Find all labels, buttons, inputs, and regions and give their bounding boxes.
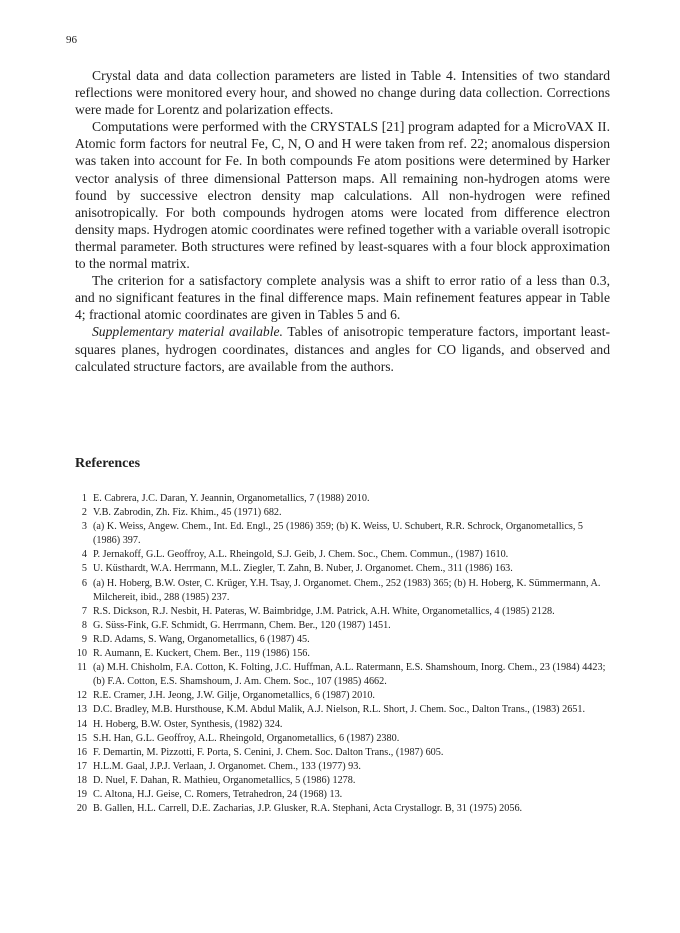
paragraph-crystal-data — [75, 67, 610, 118]
reference-number: 4 — [81, 549, 87, 561]
reference-item — [75, 492, 610, 506]
reference-number: 6 — [81, 577, 87, 589]
reference-text: C. Altona, H.J. Geise, C. Romers, Tetrahedron, 24 (1968) 13. — [93, 788, 343, 800]
reference-number: 15 — [76, 732, 87, 744]
supplementary-lead: Supplementary material available. — [92, 324, 283, 340]
reference-item — [75, 802, 610, 816]
reference-item — [75, 760, 610, 774]
paragraph-criterion — [75, 272, 610, 323]
reference-text: (a) M.H. Chisholm, F.A. Cotton, K. Folting, J.C. Huffman, A.L. Ratermann, E.S. Shamshoum, Inorg. Chem., 23 (1984) 4423; (b) F.A. Cotton, E.S. Shamshoum, J. Am. Chem. Soc., 107 (1985) 4662. — [93, 662, 606, 688]
paragraph-text: Computations were performed with the CRYSTALS [21] program adapted for a MicroVAX II. Atomic form factors for neutral Fe, C, N, O and H were taken from ref. 22; anomalous dispersion was taken into account for Fe. In both compounds Fe atom positions were determined by Harker vector analysis of three dimensional Patterson maps. All remaining non-hydrogen atoms were found by successive electron density map calculations. All non-hydrogen were refined anisotropically. For both compounds hydrogen atoms were located from difference electron density maps. Hydrogen atomic coordinates were refined together with a variable overall isotropic thermal parameter. Both structures were refined by least-squares with a four block approximation to the normal matrix. — [75, 119, 610, 272]
reference-item — [75, 689, 610, 703]
reference-number: 9 — [81, 633, 87, 645]
reference-item — [75, 548, 610, 562]
reference-item — [75, 633, 610, 647]
reference-item — [75, 788, 610, 802]
reference-number: 17 — [76, 760, 87, 772]
reference-item — [75, 647, 610, 661]
page-number: 96 — [66, 34, 77, 46]
reference-number: 13 — [76, 704, 87, 716]
reference-number: 12 — [76, 690, 87, 702]
reference-number: 18 — [76, 774, 87, 786]
reference-number: 5 — [81, 563, 87, 575]
reference-number: 10 — [76, 648, 87, 660]
paragraph-text: Crystal data and data collection parameters are listed in Table 4. Intensities of two standard reflections were monitored every hour, and showed no change during data collection. Corrections were made for Lorentz and polarization effects. — [75, 68, 610, 118]
reference-item — [75, 703, 610, 717]
paragraph-text: Tables of anisotropic temperature factors, important least-squares planes, hydrogen coordinates, distances and angles for CO ligands, and observed and calculated structure factors, are available from the authors. — [75, 324, 610, 374]
reference-item — [75, 746, 610, 760]
reference-item — [75, 619, 610, 633]
body-text — [75, 67, 610, 375]
reference-text: R.E. Cramer, J.H. Jeong, J.W. Gilje, Organometallics, 6 (1987) 2010. — [93, 690, 375, 702]
reference-text: V.B. Zabrodin, Zh. Fiz. Khim., 45 (1971) 682. — [93, 507, 282, 519]
reference-item — [75, 661, 610, 689]
reference-text: H. Hoberg, B.W. Oster, Synthesis, (1982) 324. — [93, 718, 283, 730]
reference-number: 16 — [76, 746, 87, 758]
reference-text: R.S. Dickson, R.J. Nesbit, H. Pateras, W. Baimbridge, J.M. Patrick, A.H. White, Organometallics, 4 (1985) 2128. — [93, 605, 555, 617]
reference-text: G. Süss-Fink, G.F. Schmidt, G. Herrmann, Chem. Ber., 120 (1987) 1451. — [93, 619, 391, 631]
reference-text: F. Demartin, M. Pizzotti, F. Porta, S. Cenini, J. Chem. Soc. Dalton Trans., (1987) 605. — [93, 746, 444, 758]
reference-number: 3 — [81, 521, 87, 533]
reference-number: 19 — [76, 788, 87, 800]
reference-item — [75, 774, 610, 788]
references-list — [75, 492, 610, 816]
reference-text: (a) H. Hoberg, B.W. Oster, C. Krüger, Y.H. Tsay, J. Organomet. Chem., 252 (1983) 365; (b) H. Hoberg, K. Sümmermann, A. Milchereit, ibid., 288 (1985) 237. — [93, 577, 601, 603]
reference-item — [75, 520, 610, 548]
reference-number: 14 — [76, 718, 87, 730]
reference-item — [75, 577, 610, 605]
reference-item — [75, 732, 610, 746]
reference-text: H.L.M. Gaal, J.P.J. Verlaan, J. Organomet. Chem., 133 (1977) 93. — [93, 760, 361, 772]
paragraph-computations — [75, 118, 610, 272]
reference-text: R. Aumann, E. Kuckert, Chem. Ber., 119 (1986) 156. — [93, 648, 310, 660]
references-heading: References — [75, 456, 141, 471]
reference-text: D.C. Bradley, M.B. Hursthouse, K.M. Abdul Malik, A.J. Nielson, R.L. Short, J. Chem. Soc., Dalton Trans., (1983) 2651. — [93, 704, 586, 716]
reference-text: D. Nuel, F. Dahan, R. Mathieu, Organometallics, 5 (1986) 1278. — [93, 774, 356, 786]
reference-item — [75, 506, 610, 520]
paragraph-text: The criterion for a satisfactory complete analysis was a shift to error ratio of a less than 0.3, and no significant features in the final difference maps. Main refinement features appear in Table 4; fractional atomic coordinates are given in Tables 5 and 6. — [75, 273, 610, 323]
reference-item — [75, 562, 610, 576]
reference-text: (a) K. Weiss, Angew. Chem., Int. Ed. Engl., 25 (1986) 359; (b) K. Weiss, U. Schubert, R.R. Schrock, Organometallics, 5 (1986) 397. — [93, 521, 584, 547]
paragraph-supplementary — [75, 323, 610, 374]
reference-number: 2 — [81, 507, 87, 519]
reference-text: S.H. Han, G.L. Geoffroy, A.L. Rheingold, Organometallics, 6 (1987) 2380. — [93, 732, 400, 744]
reference-text: B. Gallen, H.L. Carrell, D.E. Zacharias, J.P. Glusker, R.A. Stephani, Acta Crystallogr. B, 31 (1975) 2056. — [93, 803, 523, 815]
reference-item — [75, 718, 610, 732]
reference-text: P. Jernakoff, G.L. Geoffroy, A.L. Rheingold, S.J. Geib, J. Chem. Soc., Chem. Commun., (1987) 1610. — [93, 549, 509, 561]
reference-number: 7 — [81, 605, 87, 617]
reference-number: 1 — [81, 493, 87, 504]
reference-text: R.D. Adams, S. Wang, Organometallics, 6 (1987) 45. — [93, 633, 310, 645]
reference-text: E. Cabrera, J.C. Daran, Y. Jeannin, Organometallics, 7 (1988) 2010. — [93, 493, 370, 504]
reference-number: 11 — [77, 662, 87, 674]
reference-text: U. Küsthardt, W.A. Herrmann, M.L. Ziegler, T. Zahn, B. Nuber, J. Organomet. Chem., 311 (1986) 163. — [93, 563, 513, 575]
reference-number: 8 — [81, 619, 87, 631]
reference-number: 20 — [76, 803, 87, 815]
reference-item — [75, 605, 610, 619]
